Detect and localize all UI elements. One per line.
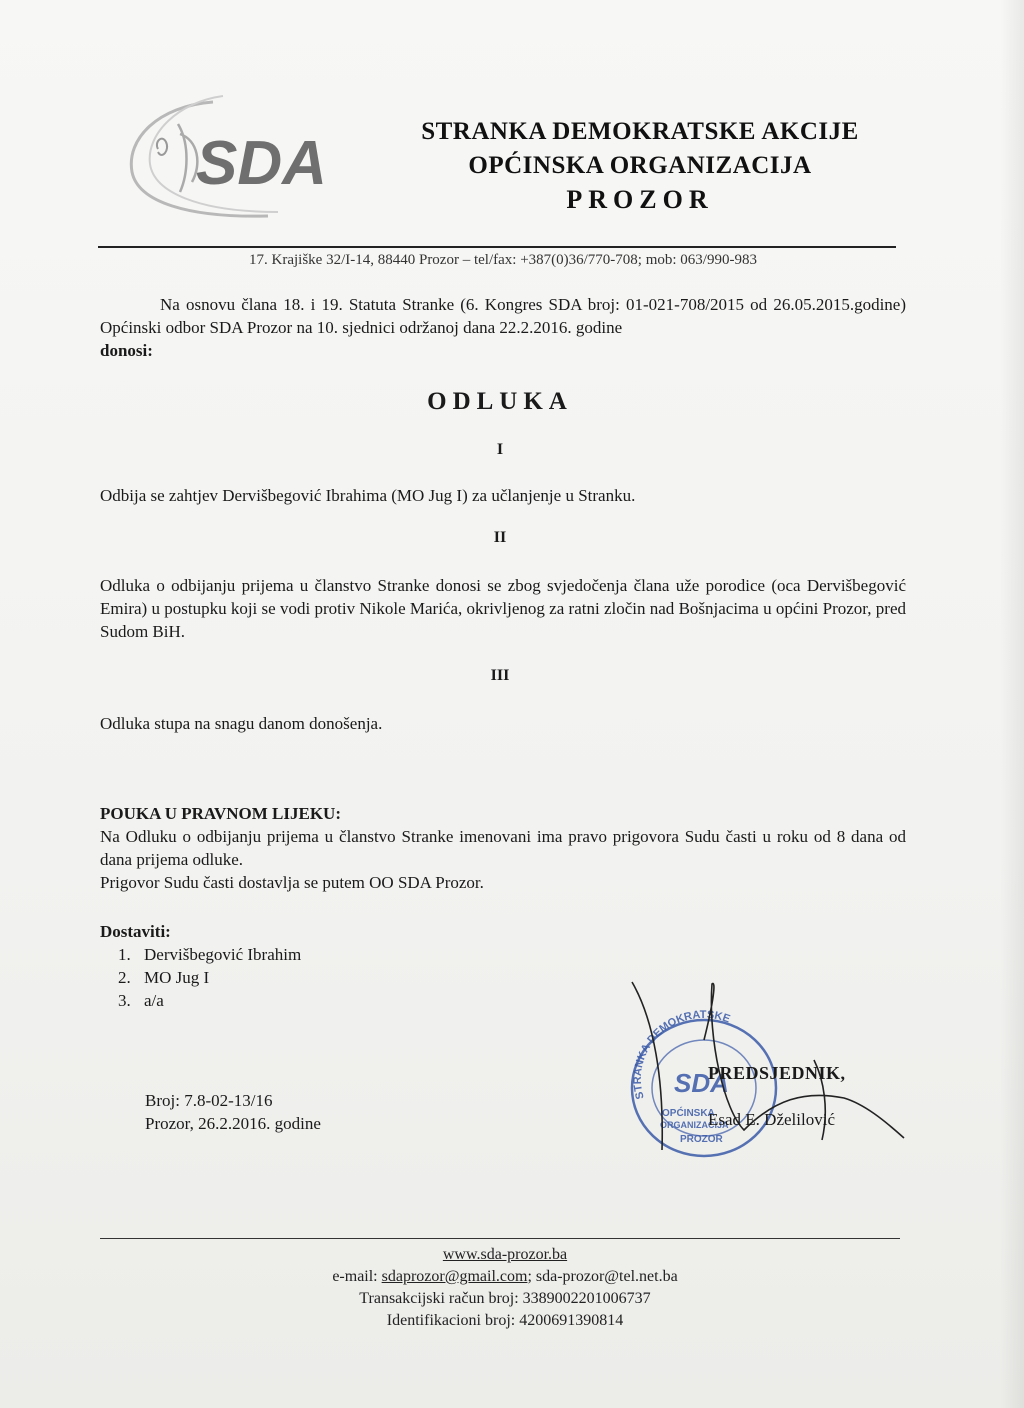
logo-text: SDA bbox=[196, 129, 327, 198]
legal-remedy-text2: Prigovor Sudu časti dostavlja se putem OO SDA Prozor. bbox=[100, 873, 484, 892]
website-link[interactable]: www.sda-prozor.ba bbox=[442, 1246, 568, 1263]
footer-account: Transakcijski račun broj: 3389002201006737 bbox=[359, 1290, 651, 1307]
stamp-org-text2: ORGANIZACIJA bbox=[660, 1120, 729, 1130]
delivery-block bbox=[100, 920, 301, 1012]
stamp-org-text: OPĆINSKA bbox=[662, 1108, 715, 1119]
page-edge-shadow bbox=[1000, 0, 1024, 1408]
delivery-title: Dostaviti: bbox=[100, 922, 171, 941]
signer-role: PREDSJEDNIK, bbox=[708, 1063, 846, 1083]
list-item-text: Dervišbegović Ibrahim bbox=[144, 945, 302, 964]
intro-text: Na osnovu člana 18. i 19. Statuta Stranke (6. Kongres SDA broj: 01-021-708/2015 od 26.05.2015.godine) Općinski odbor SDA Prozor na 10. sjednici održanoj dana 22.2.2016. godine bbox=[100, 295, 906, 337]
reference-number: Broj: 7.8-02-13/16 bbox=[145, 1091, 273, 1110]
section-number-1: I bbox=[496, 441, 504, 458]
section-text-2: Odluka o odbijanju prijema u članstvo Stranke donosi se zbog svjedočenja člana uže porodice (oca Dervišbegović Emira) u postupku koji se vodi protiv Nikole Marića, okrivljenog za ratni zločin nad Bošnjacima u općini Prozor, pred Sudom BiH. bbox=[100, 576, 906, 641]
sda-logo bbox=[118, 94, 380, 222]
footer-id: Identifikacioni broj: 4200691390814 bbox=[386, 1312, 624, 1329]
signer-name: Esad E. Dželilović bbox=[708, 1110, 835, 1129]
header-rule bbox=[98, 246, 896, 248]
section-number-3: III bbox=[490, 667, 510, 684]
email-link-1[interactable]: sdaprozor@gmail.com bbox=[381, 1268, 528, 1285]
list-item-number: 1. bbox=[118, 945, 131, 964]
list-item-number: 2. bbox=[118, 968, 131, 987]
email-separator: ; bbox=[527, 1268, 536, 1285]
list-item bbox=[118, 966, 301, 989]
delivery-list bbox=[118, 943, 301, 1012]
section-number-2: II bbox=[493, 529, 507, 546]
legal-remedy-title: POUKA U PRAVNOM LIJEKU: bbox=[100, 804, 341, 823]
list-item-text: MO Jug I bbox=[144, 968, 210, 987]
intro-paragraph bbox=[100, 293, 906, 362]
list-item bbox=[118, 943, 301, 966]
org-address: 17. Krajiške 32/I-14, 88440 Prozor – tel/fax: +387(0)36/770-708; mob: 063/990-983 bbox=[249, 252, 757, 268]
org-name-line2: OPĆINSKA ORGANIZACIJA bbox=[468, 152, 812, 179]
stamp-logo-text: SDA bbox=[674, 1068, 729, 1098]
footer-rule bbox=[100, 1238, 900, 1239]
email-label: e-mail: bbox=[332, 1268, 382, 1285]
org-name-line1: STRANKA DEMOKRATSKE AKCIJE bbox=[421, 118, 859, 145]
section-text-1: Odbija se zahtjev Dervišbegović Ibrahima (MO Jug I) za učlanjenje u Stranku. bbox=[100, 486, 636, 505]
stamp-arc-text: STRANKA DEMOKRATSKE bbox=[631, 1008, 732, 1101]
org-name-line3: PROZOR bbox=[566, 185, 714, 214]
list-item bbox=[118, 989, 301, 1012]
stamp-city-text: PROZOR bbox=[680, 1134, 723, 1145]
section-text-3: Odluka stupa na snagu danom donošenja. bbox=[100, 714, 383, 733]
list-item-number: 3. bbox=[118, 991, 131, 1010]
legal-remedy-block bbox=[100, 802, 906, 894]
intro-donosi: donosi: bbox=[100, 341, 153, 360]
list-item-text: a/a bbox=[144, 991, 164, 1010]
email-link-2[interactable]: sda-prozor@tel.net.ba bbox=[535, 1268, 678, 1285]
document-title: ODLUKA bbox=[427, 388, 573, 415]
reference-block bbox=[145, 1089, 321, 1135]
footer-email bbox=[0, 1266, 1010, 1288]
legal-remedy-text1: Na Odluku o odbijanju prijema u članstvo Stranke imenovani ima pravo prigovora Sudu časti u roku od 8 dana od dana prijema odluke. bbox=[100, 827, 906, 869]
footer-website bbox=[0, 1244, 1010, 1266]
issue-date: Prozor, 26.2.2016. godine bbox=[145, 1114, 321, 1133]
